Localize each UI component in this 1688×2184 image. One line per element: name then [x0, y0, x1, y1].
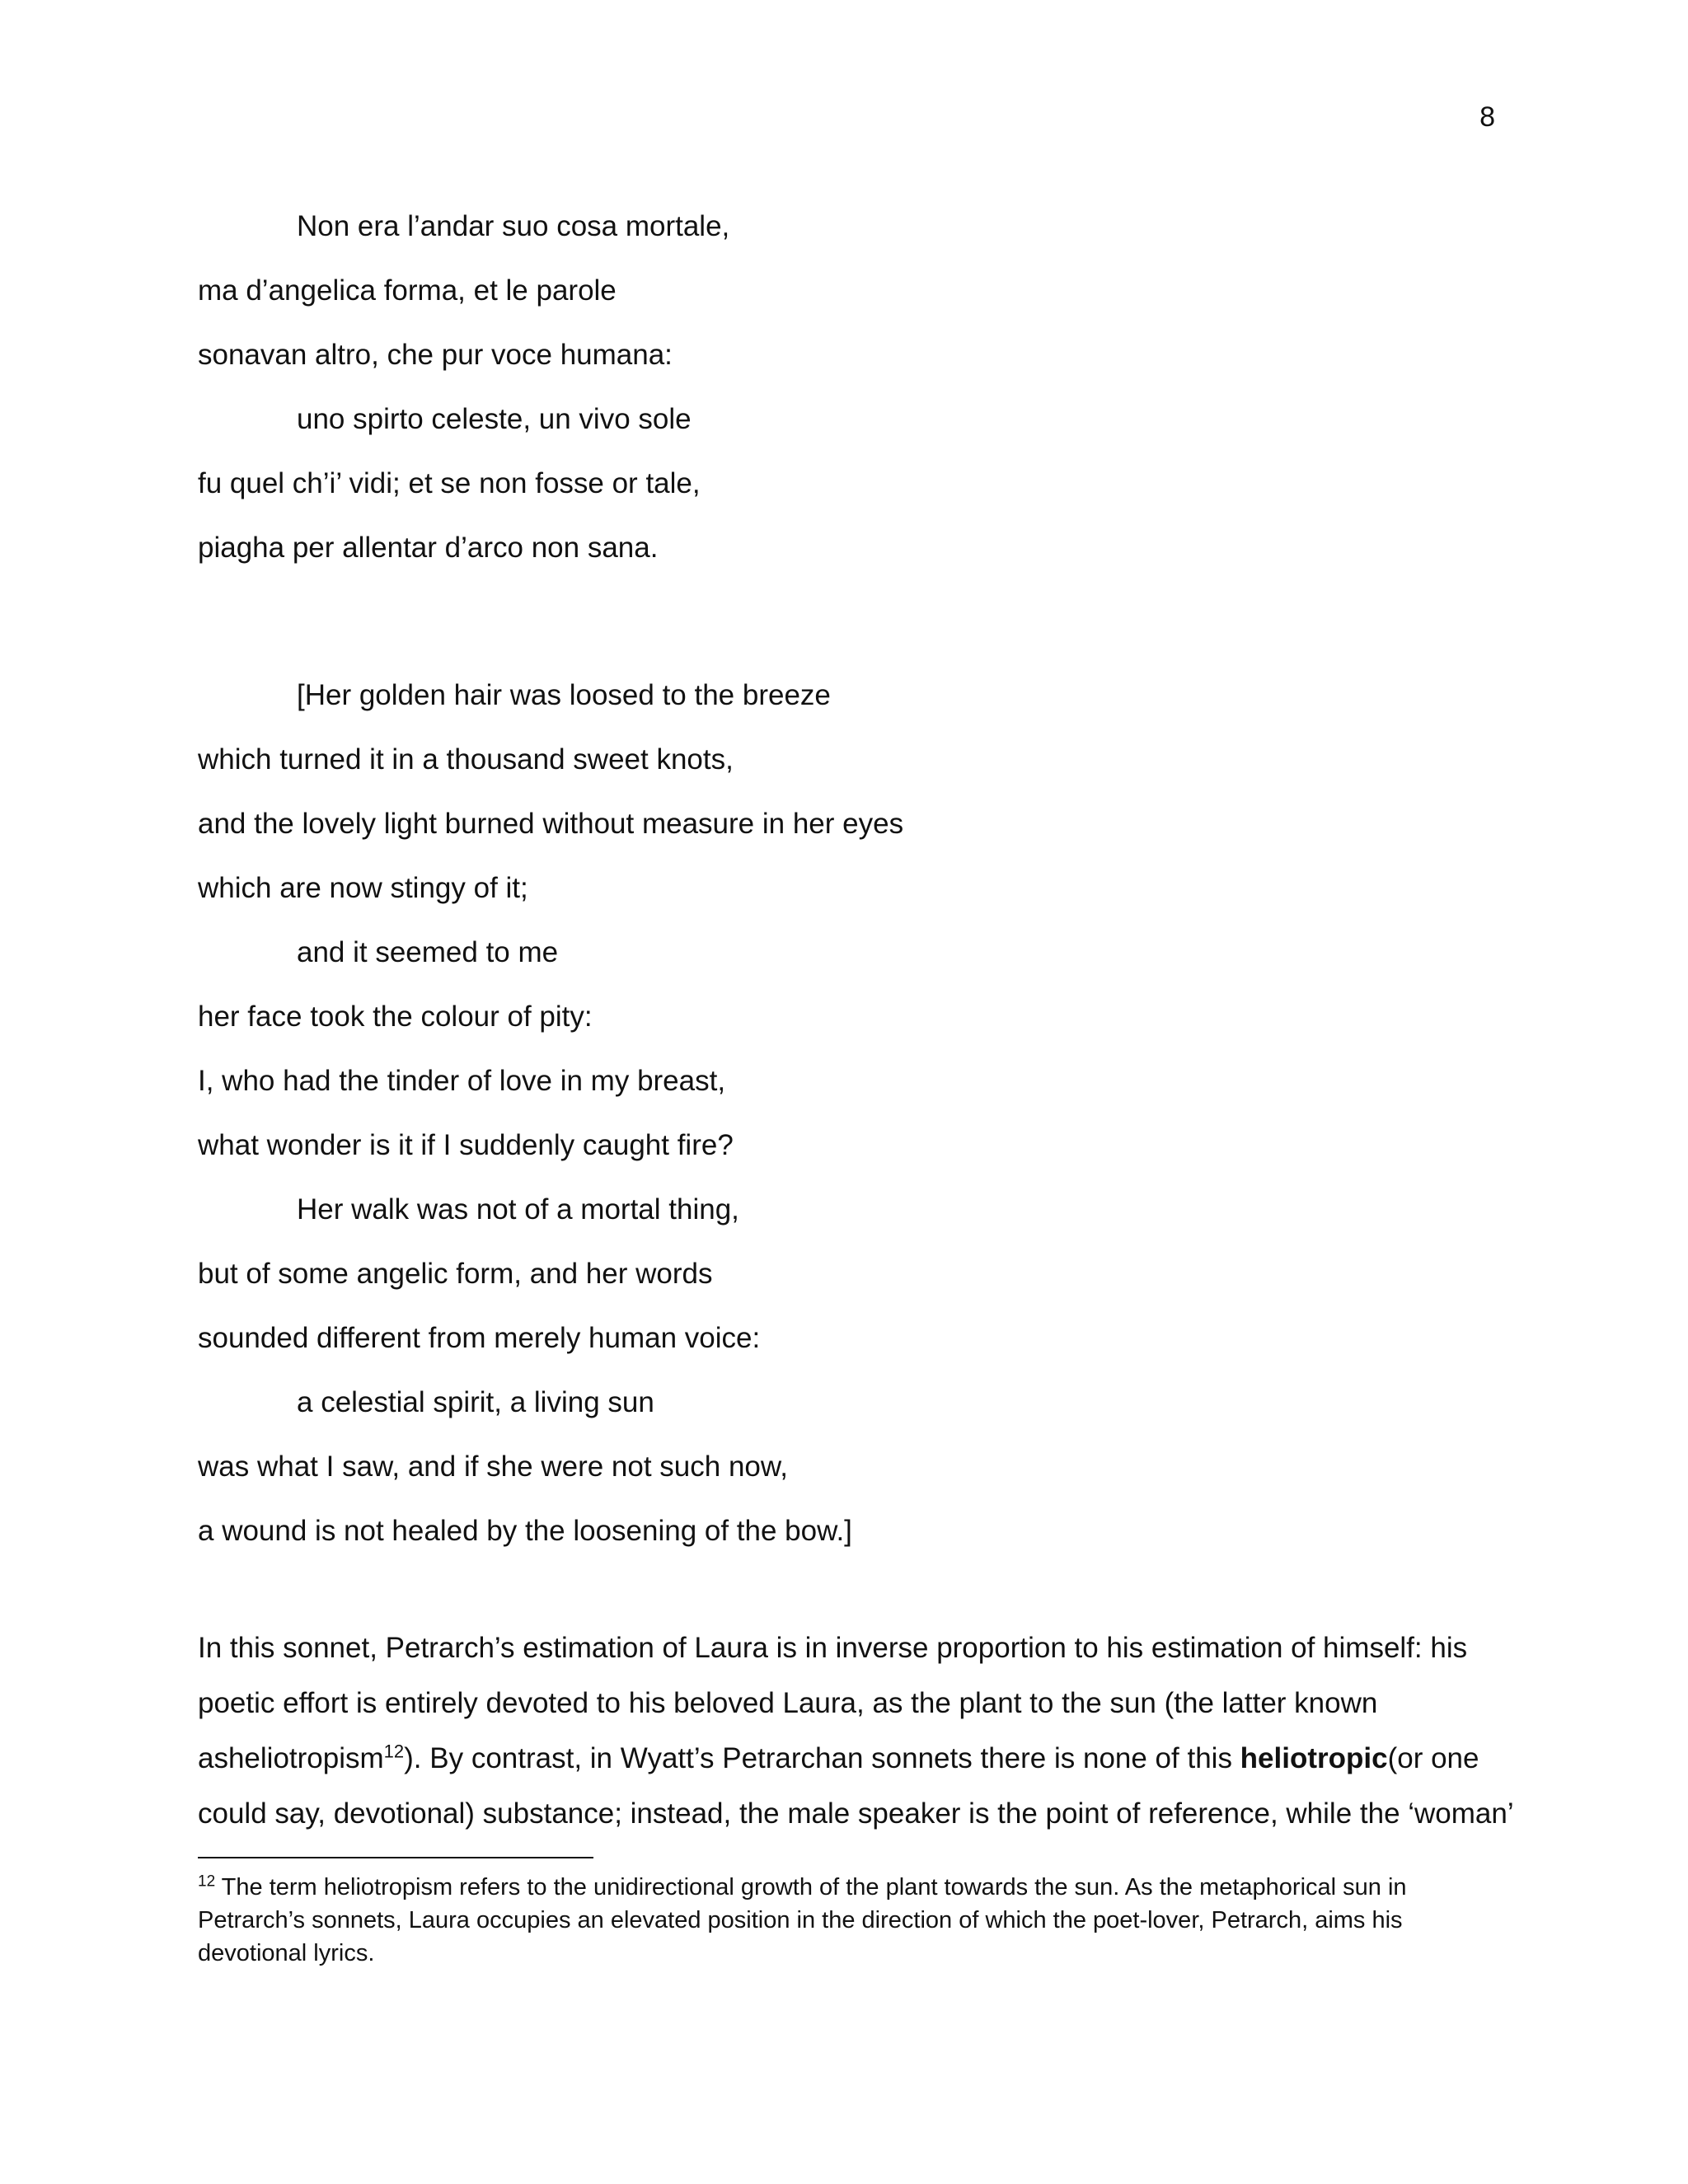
footnote-reference[interactable]: 12: [383, 1741, 405, 1762]
italian-stanza: [198, 194, 1484, 580]
translation-verse-line: a wound is not healed by the loosening of the bow.]: [198, 1515, 852, 1547]
footnote-separator: [198, 1857, 593, 1858]
translation-verse-line: which are now stingy of it;: [198, 872, 528, 904]
footnote-marker: 12: [198, 1872, 216, 1891]
italian-verse-line: fu quel ch’i’ vidi; et se non fosse or tale,: [198, 467, 701, 499]
translation-verse-line: a celestial spirit, a living sun: [297, 1386, 654, 1418]
italian-verse-line: sonavan altro, che pur voce humana:: [198, 339, 673, 371]
italian-verse-line: uno spirto celeste, un vivo sole: [297, 403, 692, 435]
translation-verse-line: [Her golden hair was loosed to the breeze: [297, 679, 831, 711]
paragraph-text: asheliotropism: [198, 1742, 384, 1774]
page-number: 8: [1479, 101, 1495, 133]
paragraph-line: poetic effort is entirely devoted to his beloved Laura, as the plant to the sun (the latter known: [198, 1687, 1378, 1719]
body-paragraph: [198, 1620, 1517, 1841]
translation-verse-line: was what I saw, and if she were not such now,: [198, 1451, 788, 1483]
paragraph-line: could say, devotional) substance; instead, the male speaker is the point of reference, while the ‘woman’: [198, 1797, 1514, 1830]
paragraph-line: [198, 1731, 1517, 1786]
translation-verse-line: which turned it in a thousand sweet knots,: [198, 743, 734, 776]
paragraph-line: In this sonnet, Petrarch’s estimation of Laura is in inverse proportion to his estimation of himself: his: [198, 1632, 1468, 1664]
translation-verse-line: what wonder is it if I suddenly caught fire?: [198, 1129, 734, 1161]
translation-verse-line: her face took the colour of pity:: [198, 1001, 593, 1033]
translation-verse-line: and it seemed to me: [297, 936, 559, 968]
paragraph-text: ). By contrast, in Wyatt’s Petrarchan sonnets there is none of this: [404, 1742, 1240, 1774]
translation-verse-line: Her walk was not of a mortal thing,: [297, 1193, 739, 1226]
paragraph-text: (or one: [1387, 1742, 1479, 1774]
italian-verse-line: ma d’angelica forma, et le parole: [198, 274, 617, 307]
bold-term: heliotropic: [1240, 1742, 1388, 1774]
footnote: [198, 1871, 1500, 1970]
italian-verse-line: piagha per allentar d’arco non sana.: [198, 532, 659, 564]
translation-verse-line: but of some angelic form, and her words: [198, 1258, 713, 1290]
footnote-text: The term heliotropism refers to the unidirectional growth of the plant towards the sun. As the metaphorical sun in Petrarch’s sonnets, Laura occupies an elevated position in the direction of which the poet-lover, Petrarch, aims his devotional lyrics.: [198, 1874, 1407, 1966]
translation-verse-line: I, who had the tinder of love in my breast,: [198, 1065, 726, 1097]
translation-verse-line: sounded different from merely human voice:: [198, 1322, 761, 1354]
italian-verse-line: Non era l’andar suo cosa mortale,: [297, 210, 730, 242]
stanza-gap: [198, 580, 1484, 663]
translation-verse-line: and the lovely light burned without measure in her eyes: [198, 808, 904, 840]
poem-block: [198, 194, 1484, 1563]
english-translation: [198, 663, 1484, 1563]
